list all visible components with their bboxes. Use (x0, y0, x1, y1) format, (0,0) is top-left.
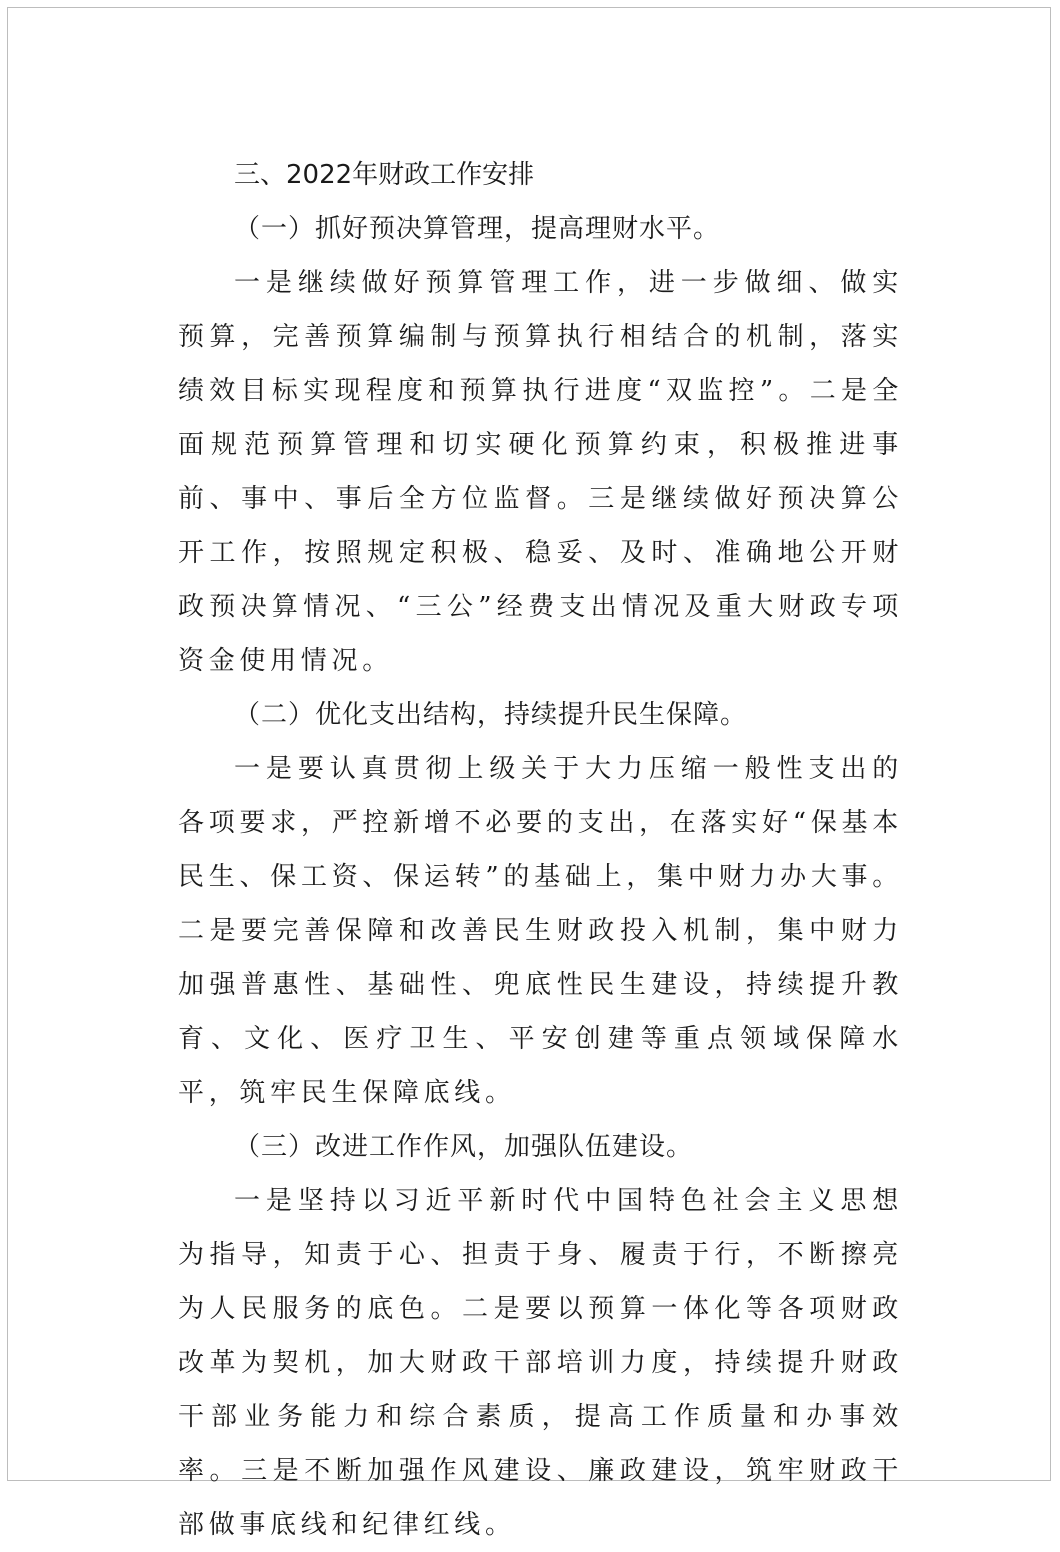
subsection-body-1: 一是继续做好预算管理工作，进一步做细、做实预算，完善预算编制与预算执行相结合的机制，落实绩效目标实现程度和预算执行进度“双监控”。二是全面规范预算管理和切实硬化预算约束，积极推进事前、事中、事后全方位监督。三是继续做好预决算公开工作，按照规定积极、稳妥、及时、准确地公开财政预决算情况、“三公”经费支出情况及重大财政专项资金使用情况。 (178, 268, 903, 676)
section-title: 三、2022年财政工作安排 (234, 160, 535, 190)
subsection-heading-3: （三）改进工作作风，加强队伍建设。 (234, 1132, 694, 1162)
subsection-body-2: 一是要认真贯彻上级关于大力压缩一般性支出的各项要求，严控新增不必要的支出，在落实好“保基本民生、保工资、保运转”的基础上，集中财力办大事。二是要完善保障和改善民生财政投入机制，集中财力加强普惠性、基础性、兜底性民生建设，持续提升教育、文化、医疗卫生、平安创建等重点领域保障水平，筑牢民生保障底线。 (178, 754, 903, 1108)
document-page (7, 7, 1051, 1540)
subsection-body-3: 一是坚持以习近平新时代中国特色社会主义思想为指导，知责于心、担责于身、履责于行，不断擦亮为人民服务的底色。二是要以预算一体化等各项财政改革为契机，加大财政干部培训力度，持续提升财政干部业务能力和综合素质，提高工作质量和办事效率。三是不断加强作风建设、廉政建设，筑牢财政干部做事底线和纪律红线。 (178, 1186, 903, 1540)
subsection-heading-2: （二）优化支出结构，持续提升民生保障。 (234, 700, 748, 730)
subsection-heading-1: （一）抓好预决算管理，提高理财水平。 (234, 214, 721, 244)
document-content (178, 148, 903, 1552)
